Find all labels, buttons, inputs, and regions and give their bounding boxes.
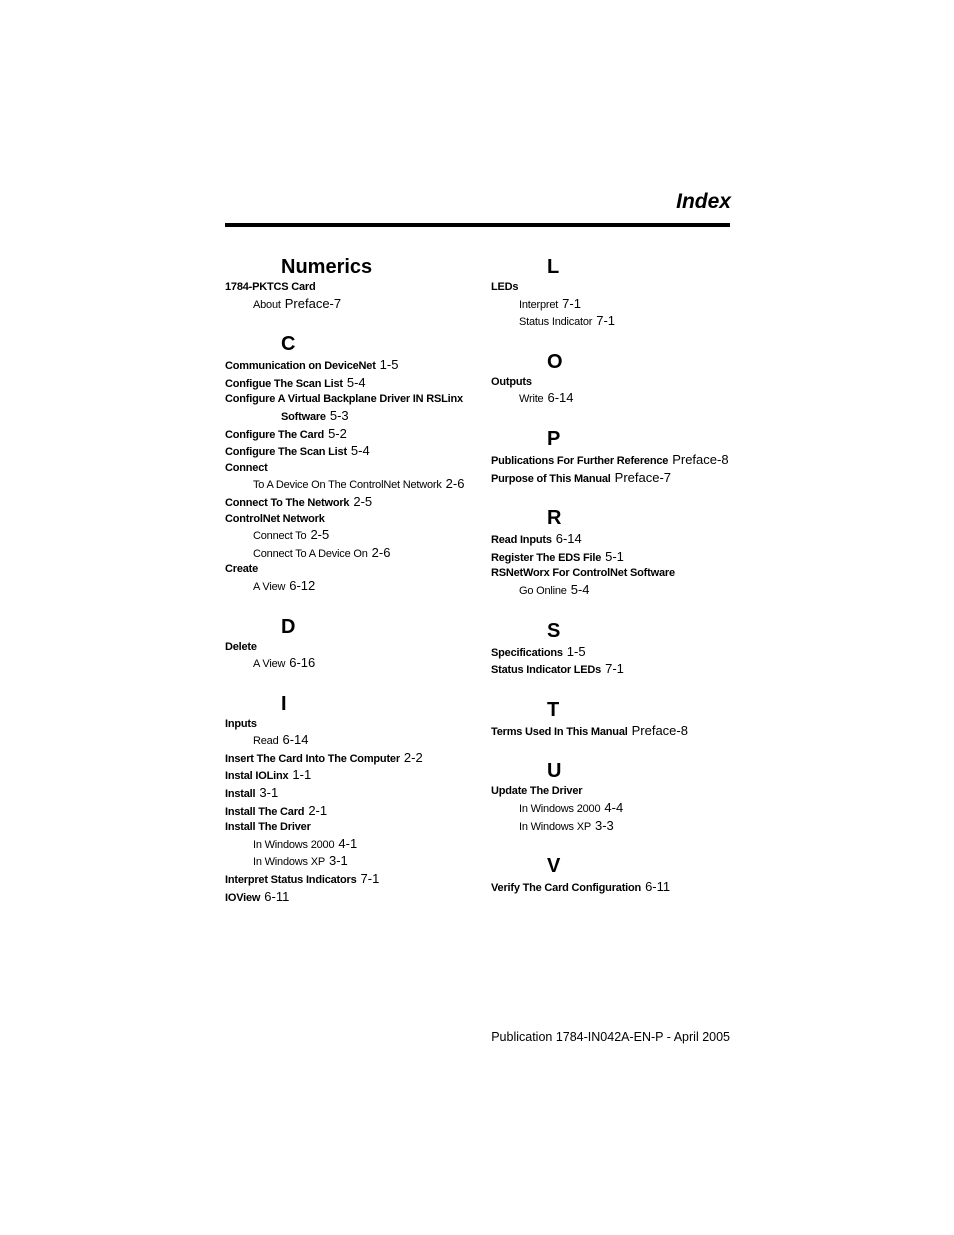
index-section — [491, 256, 741, 331]
entry-term: To A Device On The ControlNet Network — [253, 479, 442, 492]
index-subentry — [225, 578, 485, 596]
index-section — [491, 620, 741, 679]
index-subentry — [225, 732, 485, 750]
page-reference: 3-1 — [328, 853, 348, 869]
entry-term: Update The Driver — [491, 785, 583, 798]
page-reference: 5-4 — [570, 581, 590, 597]
index-entry — [491, 280, 741, 296]
entry-term: RSNetWorx For ControlNet Software — [491, 567, 675, 580]
entry-term: Terms Used In This Manual — [491, 725, 628, 738]
index-entry — [491, 549, 741, 567]
entry-term: Status Indicator — [519, 316, 593, 329]
page-reference: 5-4 — [350, 443, 370, 459]
index-entry — [225, 443, 485, 461]
index-subentry — [225, 836, 485, 854]
page-reference: 2-1 — [308, 802, 328, 818]
page-reference: 5-3 — [329, 407, 349, 423]
page-reference: 1-5 — [566, 643, 586, 659]
entry-term: A View — [253, 580, 286, 593]
entry-term: Connect To The Network — [225, 496, 350, 509]
entry-term: Configue The Scan List — [225, 377, 343, 390]
entry-term: Connect — [225, 461, 268, 474]
index-section — [225, 256, 485, 313]
entry-term: Inputs — [225, 717, 257, 730]
page-reference: 2-6 — [445, 476, 465, 492]
index-section — [225, 616, 485, 673]
index-subentry — [225, 655, 485, 673]
entry-term: Interpret — [519, 298, 559, 311]
index-entry — [225, 803, 485, 821]
entry-term: Write — [519, 393, 544, 406]
index-section — [491, 351, 741, 408]
page-title: Index — [676, 190, 731, 213]
index-entry — [225, 767, 485, 785]
index-entry — [225, 375, 485, 393]
page-reference: 6-16 — [289, 655, 316, 671]
page-reference: 4-4 — [604, 799, 624, 815]
entry-term: IOView — [225, 891, 261, 904]
index-entry — [491, 723, 741, 741]
page-reference: Preface-8 — [672, 451, 729, 467]
entry-term: Delete — [225, 640, 257, 653]
index-entry — [491, 784, 741, 800]
entry-term: Configure The Scan List — [225, 446, 347, 459]
index-entry — [225, 512, 485, 528]
entry-term: Outputs — [491, 375, 532, 388]
section-heading: L — [547, 256, 560, 278]
index-entry — [225, 461, 485, 477]
page-reference: 6-14 — [282, 732, 309, 748]
index-subentry — [225, 527, 485, 545]
index-entry — [225, 357, 485, 375]
entry-term: Insert The Card Into The Computer — [225, 752, 400, 765]
section-heading: R — [547, 507, 562, 530]
index-entry — [225, 392, 485, 425]
entry-term: In Windows 2000 — [253, 838, 335, 851]
page-reference: 2-2 — [403, 749, 423, 765]
index-entry — [225, 717, 485, 733]
index-entry — [225, 426, 485, 444]
entry-term: Read Inputs — [491, 534, 552, 547]
section-heading: O — [547, 350, 563, 373]
entry-term: Purpose of This Manual — [491, 472, 611, 485]
entry-term: Specifications — [491, 646, 563, 659]
title-rule — [225, 223, 730, 227]
page-reference: 2-5 — [310, 527, 330, 543]
entry-term: Read — [253, 735, 279, 748]
index-entry — [491, 644, 741, 662]
publication-footer: Publication 1784-IN042A-EN-P - April 2005 — [491, 1030, 730, 1044]
entry-term: Publications For Further Reference — [491, 454, 669, 467]
section-heading: U — [547, 760, 562, 783]
entry-term: Connect To — [253, 530, 307, 543]
index-section — [491, 699, 741, 741]
page-reference: 7-1 — [562, 295, 581, 311]
page-reference: 5-2 — [328, 425, 347, 441]
page-reference: 6-11 — [645, 879, 671, 895]
index-section — [491, 855, 741, 897]
index-entry — [225, 820, 485, 836]
index-section — [491, 760, 741, 835]
page-reference: 3-1 — [259, 785, 279, 801]
index-subentry — [225, 545, 485, 563]
entry-term: Install The Driver — [225, 821, 311, 834]
section-heading: V — [547, 855, 561, 878]
section-heading: C — [281, 333, 296, 356]
index-subentry — [491, 800, 741, 818]
index-entry — [491, 452, 741, 470]
index-subentry — [225, 296, 485, 314]
entry-term: Status Indicator LEDs — [491, 664, 602, 677]
entry-term: ControlNet Network — [225, 512, 325, 525]
entry-term: Interpret Status Indicators — [225, 874, 357, 887]
index-entry — [225, 871, 485, 889]
page-reference: 7-1 — [596, 313, 616, 329]
index-entry — [491, 879, 741, 897]
entry-term: Communication on DeviceNet — [225, 360, 376, 373]
section-heading: P — [547, 427, 561, 450]
index-entry — [491, 566, 741, 582]
entry-term: Create — [225, 563, 259, 576]
page-reference: Preface-7 — [284, 295, 342, 311]
index-entry — [491, 531, 741, 549]
index-subentry — [225, 853, 485, 871]
index-subentry — [491, 313, 741, 331]
entry-term: A View — [253, 658, 286, 671]
entry-term-continued: Software — [281, 410, 326, 423]
index-subentry — [491, 818, 741, 836]
page-reference: Preface-8 — [631, 722, 688, 738]
entry-term: Register The EDS File — [491, 551, 602, 564]
index-entry — [225, 750, 485, 768]
page-reference: 6-14 — [555, 531, 582, 547]
entry-term: Go Online — [519, 584, 567, 597]
section-heading: D — [281, 615, 296, 638]
page-reference: 2-5 — [353, 493, 373, 509]
index-entry — [225, 889, 485, 907]
page-reference: 3-3 — [594, 817, 614, 833]
page-reference: 2-6 — [371, 544, 391, 560]
index-entry — [225, 785, 485, 803]
page-reference: 7-1 — [605, 661, 624, 677]
index-section — [225, 333, 485, 595]
entry-term: Install — [225, 788, 256, 801]
section-heading: T — [547, 698, 560, 721]
section-heading: S — [547, 619, 561, 642]
index-entry — [491, 470, 741, 488]
index-section — [225, 693, 485, 907]
index-entry — [491, 375, 741, 391]
entry-term: Verify The Card Configuration — [491, 882, 642, 895]
index-entry — [225, 640, 485, 656]
index-column-right — [491, 256, 741, 917]
section-heading: Numerics — [281, 256, 373, 278]
section-heading: I — [281, 692, 287, 715]
entry-term: Configure A Virtual Backplane Driver IN RSLinx — [225, 393, 463, 406]
entry-term: About — [253, 298, 281, 311]
index-section — [491, 507, 741, 599]
page-reference: 1-5 — [379, 357, 399, 373]
entry-term: LEDs — [491, 281, 519, 293]
page-reference: 4-1 — [338, 835, 358, 851]
page-reference: 6-12 — [289, 577, 316, 593]
index-subentry — [491, 390, 741, 408]
entry-term: In Windows 2000 — [519, 802, 601, 815]
entry-term: Connect To A Device On — [253, 547, 368, 560]
entry-term: Instal IOLinx — [225, 770, 289, 783]
page-reference: 5-1 — [605, 548, 624, 564]
index-section — [491, 428, 741, 487]
entry-term: In Windows XP — [519, 820, 591, 833]
index-entry — [225, 562, 485, 578]
page-reference: 6-11 — [264, 888, 290, 904]
entry-term: 1784-PKTCS Card — [225, 281, 316, 293]
index-subentry — [491, 582, 741, 600]
index-subentry — [225, 476, 485, 494]
index-subentry — [491, 296, 741, 314]
entry-continuation — [225, 408, 485, 426]
page-reference: 1-1 — [292, 767, 312, 783]
entry-term: Install The Card — [225, 805, 305, 818]
index-entry — [225, 494, 485, 512]
index-column-left — [225, 256, 485, 926]
index-entry — [225, 280, 485, 296]
page-reference: Preface-7 — [614, 469, 672, 485]
entry-term: Configure The Card — [225, 428, 325, 441]
index-entry — [491, 661, 741, 679]
page-reference: 6-14 — [547, 390, 574, 406]
page-reference: 7-1 — [360, 871, 380, 887]
page-reference: 5-4 — [346, 374, 366, 390]
entry-term: In Windows XP — [253, 856, 325, 869]
